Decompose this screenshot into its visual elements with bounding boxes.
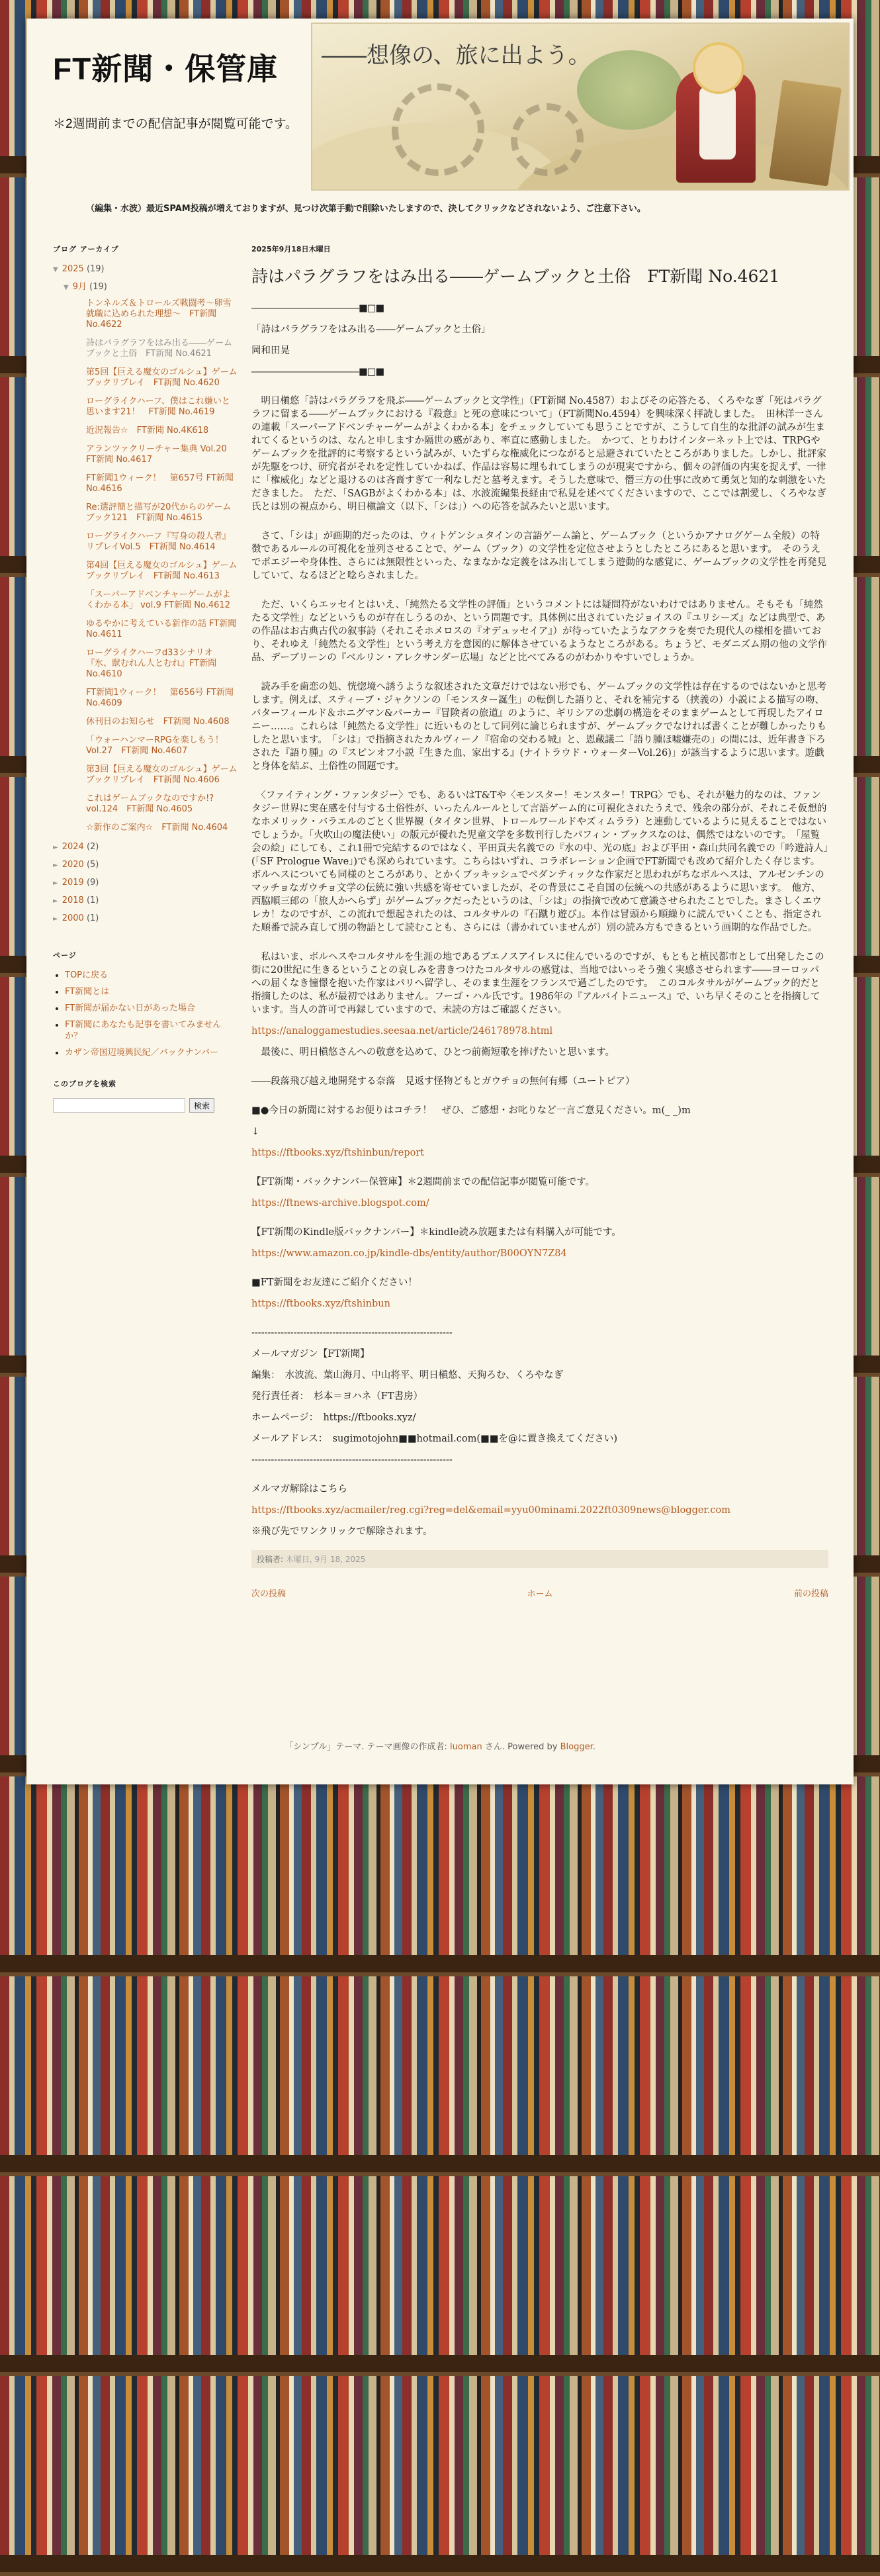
blog-archive xyxy=(53,263,238,925)
archive-post-item xyxy=(86,444,238,465)
search-form xyxy=(53,1098,238,1113)
archive-year-link[interactable]: 2024 xyxy=(62,842,84,852)
archive-count: (19) xyxy=(89,282,107,292)
archive-post-link[interactable]: 近況報告☆ FT新聞 No.4K618 xyxy=(86,426,209,436)
archive-post-item xyxy=(86,590,238,611)
kindle-info: 【FT新聞のKindle版バックナンバー】＊kindle読み放題または有料購入が可能です。 xyxy=(251,1227,621,1238)
attribution-text: 「シンプル」テーマ. テーマ画像の作成者: xyxy=(285,1742,451,1752)
search-heading: このブログを検索 xyxy=(53,1080,116,1088)
feedback-prompt: ■●今日の新聞に対するお便りはコチラ！ ぜひ、ご感想・お叱りなど一言ご意見ください。m(_ _)m xyxy=(251,1105,691,1116)
sidebar xyxy=(53,244,238,1113)
pages-list xyxy=(53,970,238,1058)
archive-count: (2) xyxy=(86,842,99,852)
page-link-item xyxy=(65,986,238,997)
archive-post-link[interactable]: 第4回【巨える魔女のゴルシュ】ゲームブックリプレイ FT新聞 No.4613 xyxy=(86,561,238,581)
banner-tree xyxy=(577,50,683,130)
page-link-missing[interactable]: FT新聞が届かない日があった場合 xyxy=(65,1003,196,1013)
archive-year-link[interactable]: 2020 xyxy=(62,860,84,870)
mag-email: メールアドレス： sugimotojohn■■hotmail.com(■■を@に置き換えてください) xyxy=(251,1434,618,1444)
expand-toggle-icon[interactable]: ► xyxy=(53,897,58,905)
home-link[interactable]: ホーム xyxy=(527,1589,553,1599)
archive-count: (1) xyxy=(86,896,99,905)
archive-post-link[interactable]: FT新聞1ウィーク！ 第657号 FT新聞 No.4616 xyxy=(86,473,234,494)
page-link-about[interactable]: FT新聞とは xyxy=(65,987,110,997)
banner-tagline: ――想像の、旅に出よう。 xyxy=(322,42,591,69)
blog-pager xyxy=(251,1587,828,1599)
archive-post-link[interactable]: Re:選評簡と描写が20代からのゲームブック121 FT新聞 No.4615 xyxy=(86,502,232,523)
archive-post-item xyxy=(86,502,238,524)
archive-count: (5) xyxy=(86,860,99,870)
archive-info: 【FT新聞・バックナンバー保管庫】＊2週間前までの配信記事が閲覧可能です。 xyxy=(251,1177,595,1187)
banner-gear xyxy=(392,83,484,176)
archive-year-2020 xyxy=(53,859,238,871)
archive-year-2025 xyxy=(53,263,238,275)
page-link-item xyxy=(65,1003,238,1014)
archive-post-item xyxy=(86,426,238,436)
divider-dashes: -------------------------------------------------------------- xyxy=(251,1455,453,1465)
archive-post-item xyxy=(86,531,238,553)
paragraph: 最後に、明日槇悠さんへの敬意を込めて、ひとつ前衛短歌を捧げたいと思います。 xyxy=(251,1047,615,1058)
banner-book xyxy=(769,79,842,186)
post-subtitle: 「詩はパラグラフをはみ出る――ゲームブックと土俗」 xyxy=(251,324,491,335)
paragraph: 明日槇悠「詩はパラグラフを飛ぶ――ゲームブックと文学性」（FT新聞 No.4587）およびその応答たる、くろやなぎ「死はパラグラフに留まる――ゲームブックにおける『殺意』と死の意味について」（FT新聞No.4594）を興味深く拝読しました。 田林洋一さんの連載「スーパーアドベンチャーゲームがよくわかる本」をチェックしていても思うことですが、こうして自生的な批評の試みが生まれてくるというのは、なんと申しますか隔世の感があり、率直に感動しました。 かつて、とりわけインターネット上では、TRPGやゲームブックを批評的に考察するという試みが、いたずらな権威化につながると忌避されていたところがありました。しかし、批評家が先駆をつけ、研究者がそれを定性していかねば、作品は容易に埋もれてしまうのが現実ですから、個々の評価の内実を捉えず、一律に「権威化」などと退けるのは吝嗇すぎて一利なしだと墓考えます。そうした意味で、僭三方の仕事に改めて勇気と知的な刺激をいただきました。 ただ、「SAGBがよくわかる本」は、水波流編集長経由で私見を述べてくださいますので、ここでは割愛し、くろやなぎ氏とは別の視点から、明日槇論文（以下、「シは」）への応答を試みたいと思います。 xyxy=(251,396,826,512)
theme-author-link[interactable]: luoman xyxy=(450,1742,482,1752)
archive-post-link[interactable]: FT新聞1ウィーク！ 第656号 FT新聞 No.4609 xyxy=(86,688,234,708)
feedback-link-row xyxy=(251,1146,828,1160)
closing-tanka: ――段落飛び越え地開発する奈落 見返す怪物どもとガウチョの無何有郷（ユートピア） xyxy=(251,1076,635,1087)
divider-deco: ――――――――――――■□■ xyxy=(251,367,384,377)
kindle-link[interactable]: https://www.amazon.co.jp/kindle-dbs/entity/author/B00OYN7Z84 xyxy=(251,1248,567,1259)
archive-year-2018 xyxy=(53,895,238,907)
archive-month-link[interactable]: 9月 xyxy=(72,282,87,292)
archive-post-item xyxy=(86,396,238,418)
archive-post-item xyxy=(86,794,238,815)
archive-post-item-current xyxy=(86,338,238,359)
posted-by-label: 投稿者: xyxy=(257,1555,284,1564)
archive-post-link[interactable]: ローグライクハーフd33シナリオ『氷、獣むれん人とむれ』FT新聞 No.4610 xyxy=(86,648,217,679)
page-link-top[interactable]: TOPに戻る xyxy=(65,970,109,980)
attribution-text: さん. Powered by xyxy=(482,1742,560,1752)
archive-year-link[interactable]: 2000 xyxy=(62,913,84,923)
post-date: 2025年9月18日木曜日 xyxy=(251,245,331,253)
banner-figure-head xyxy=(693,42,744,94)
archive-link[interactable]: https://ftnews-archive.blogspot.com/ xyxy=(251,1198,429,1209)
paragraph: 私はいま、ボルヘスやコルタサルを生涯の地であるブエノスアイレスに住んでいるのですが、もともと植民都市として出発したこの街に20世紀に生きるということの哀しみを書きつけたコルタサルの感覚は、当地ではいっそう強く実感させられます――ヨーロッパへの屈くなき憧憬を抱いた作家はパリへ留学し、そのまま生涯をフランスで過ごしたのです。 このコルタサルがゲームブック的だと指摘したのは、私が最初ではありません。フーゴ・ハル氏です。1986年の『アルバイトニュース』で、いち早くそのことを指摘しています。当人の許可で再録していますので、未読の方はご確認ください。 xyxy=(251,952,824,1015)
archive-post-item xyxy=(86,688,238,709)
mag-homepage: ホームページ： https://ftbooks.xyz/ xyxy=(251,1412,416,1423)
mag-name: メールマガジン【FT新聞】 xyxy=(251,1349,370,1359)
archive-heading: ブログ アーカイブ xyxy=(53,245,119,253)
mag-publisher: 発行責任者： 杉本＝ヨハネ（FT書房） xyxy=(251,1391,423,1402)
attribution-text: . xyxy=(592,1742,595,1752)
blogger-link[interactable]: Blogger xyxy=(560,1742,593,1752)
collapse-toggle-icon[interactable]: ▼ xyxy=(53,266,58,273)
share-link[interactable]: https://ftbooks.xyz/ftshinbun xyxy=(251,1299,390,1309)
archive-post-link[interactable]: ゆるやかに考えている新作の話 FT新聞 No.4611 xyxy=(86,619,237,639)
pages-heading: ページ xyxy=(53,951,77,960)
archive-count: (19) xyxy=(86,264,105,274)
archive-post-link[interactable]: これはゲームブックなのですか!? vol.124 FT新聞 No.4605 xyxy=(86,794,223,814)
archive-year-link[interactable]: 2018 xyxy=(62,896,84,905)
article-link[interactable]: https://analoggamestudies.seesaa.net/article/246178978.html xyxy=(251,1026,553,1036)
archive-post-link[interactable]: ローグライクハーフ『写身の殺人者』リプレイVol.5 FT新聞 No.4614 xyxy=(86,531,231,552)
archive-post-link[interactable]: ☆新作のご案内☆ FT新聞 No.4604 xyxy=(86,823,228,833)
article-link-row xyxy=(251,1025,828,1038)
divider-dashes: -------------------------------------------------------------- xyxy=(251,1328,453,1338)
page-link-item xyxy=(65,1047,238,1058)
archive-count: (1) xyxy=(86,913,99,923)
paragraph: さて、「シは」が画期的だったのは、ウィトゲンシュタインの言語ゲーム論と、ゲームブック（というかアナログゲーム全般）の特徴であるルールの可視化を並列させることで、ゲーム（ブック）の文学性を定位させようとしたところにあると思います。 そのうえでポエジーや身体性、さらには無限性といった、なまなかな定義をはみ出してしまう遊動的な感覚に、ゲームブックの文学性を再発見していて、なるほどと唸らされました。 xyxy=(251,531,826,581)
archive-post-item xyxy=(86,367,238,389)
expand-toggle-icon[interactable]: ► xyxy=(53,844,58,851)
older-post-link[interactable]: 前の投稿 xyxy=(793,1589,828,1599)
unsubscribe-note: ※飛び先でワンクリックで解除されます。 xyxy=(251,1526,433,1537)
unsubscribe-link[interactable]: https://ftbooks.xyz/acmailer/reg.cgi?reg=del&email=yyu00minami.2022ft0309news@blogger.com xyxy=(251,1505,730,1516)
archive-post-link[interactable]: ローグライクハーフ、僕はこれ嫌いと思います21！ FT新聞 No.4619 xyxy=(86,396,230,417)
archive-post-link[interactable]: 「スーパーアドベンチャーゲームがよくわかる本」 vol.9 FT新聞 No.4612 xyxy=(86,590,231,610)
archive-year-2000 xyxy=(53,913,238,925)
expand-toggle-icon[interactable]: ► xyxy=(53,915,58,923)
kindle-link-row xyxy=(251,1247,828,1260)
page-link-item xyxy=(65,1019,238,1042)
archive-post-item xyxy=(86,473,238,494)
paragraph: 〈ファイティング・ファンタジー〉でも、あるいはT&Tや〈モンスター！モンスター！TRPG〉でも、それが魅力的なのは、ファンタジー世界に実在感を付与する土俗性が、いったんルールとして言語ゲーム的に可視化されたうえで、残余の部分が、それこそ仮想的なホメリック・バラエルのごとく世界観（タイタン世界、トロールワールドやズィムララ）と連動しているように見えることではないでしょうか。「火吹山の魔法使い」の版元が優れた児童文学を多数刊行したパフィン・ブックスなのは、偶然ではないのです。 「屋覧会の絵」にしても、これ1冊で完結するのではなく、平田貢夫名義での『水の中、光の底』および平田・森山共同名義での「吟遊詩人」(「SF Prologue Wave」)でも深められています。こちらはいずれ、コラボレーション企画でFT新聞でも改めて紹介したく存じます。 ボルヘスについても同様のところがあり、とかくブッキッシュでペダンティックな作家だと思われがちなボルヘスは、アルゼンチンのマッチョなガウチョ文学の伝統に強い共感を寄せていましたが、その背景にこそ自国の伝統への共感があるように思います。 他方、西脇順三郎の「旅人かへらず」がゲームブックだったというのは、「シは」の指摘で改めて意識させられたことでした。まさしくエウレカ！なのですが、この流れで想起されたのは、コルタサルの『石蹴り遊び』。本作は冒頭から順繰りに読んでいくことも、指定された順番で読み直して別の物語として読むことも、さらには（書かれていませんが）別の読み方もできるという画期的な作品でした。 xyxy=(251,790,828,933)
unsubscribe-info: メルマガ解除はこちら xyxy=(251,1484,347,1495)
arrow-down-icon: ↓ xyxy=(251,1127,260,1137)
archive-post-link[interactable]: 第5回【巨える魔女のゴルシュ】ゲームブックリプレイ FT新聞 No.4620 xyxy=(86,367,238,388)
archive-year-link[interactable]: 2019 xyxy=(62,878,84,888)
page-link-kazan[interactable]: カザン帝国辺境興民紀／バックナンバー xyxy=(65,1048,219,1058)
archive-post-current: 詩はパラグラフをはみ出る――ゲームブックと土俗 FT新聞 No.4621 xyxy=(86,338,233,359)
expand-toggle-icon[interactable]: ► xyxy=(53,862,58,869)
paragraph: 読み手を歯恋の処、恍惚境へ誘うような叙述された文章だけではない形でも、ゲームブックの文学性は存在するのではないかと思考します。例えば、スティーブ・ジャクソンの「モンスター誕生」の転倒した語りと、それを補完する（挟義の）小説による描写の吻、バターフィールド＆ホニグマン&パーカー『冒険者の旅道』のように、ギリシアの悲劇の構造をそのままゲームとして再現したアイロニー……。これらは「純然たる文学性」に近いものとして同列に論じられますが、ゲームブックでなければ書くことが難しかったりもしたと思います。 「シは」で指摘されたカルヴィーノ『宿命の交わる城』と、恩蔵議二「語り腫ほ嘘嫌売の」の間には、近年書き下ろされた『語り腫』の『スピンオフ小説『生きた血、家出する』(ナイトラウド・ウォーターVol.26)」が該当するように思います。遊戯と身体を結ぶ、土俗性の問題です。 xyxy=(251,682,826,772)
expand-toggle-icon[interactable]: ► xyxy=(53,880,58,887)
post-author: 岡和田晃 xyxy=(251,345,290,356)
attribution xyxy=(26,1739,854,1752)
archive-post-link[interactable]: アランツァクリーチャー集典 Vol.20 FT新聞 No.4617 xyxy=(86,444,236,465)
feedback-link[interactable]: https://ftbooks.xyz/ftshinbun/report xyxy=(251,1148,425,1158)
divider-deco: ――――――――――――■□■ xyxy=(251,303,384,314)
archive-post-item xyxy=(86,735,238,757)
archive-post-item xyxy=(86,561,238,582)
mag-editors: 編集： 水波流、葉山海月、中山将平、明日槇悠、天狗ろむ、くろやなぎ xyxy=(251,1370,564,1381)
archive-link-row xyxy=(251,1197,828,1210)
archive-year-2024 xyxy=(53,841,238,853)
archive-post-item xyxy=(86,823,238,833)
archive-post-link[interactable]: トンネルズ＆トロールズ戦闘考～卵雪就職に込められた理想～ FT新聞 No.4622 xyxy=(86,299,232,330)
post-title: 詩はパラグラフをはみ出る――ゲームブックと土俗 FT新聞 No.4621 xyxy=(251,267,780,286)
post-body xyxy=(251,302,828,1538)
search-input[interactable] xyxy=(53,1098,185,1113)
spam-notice: （編集・水波）最近SPAM投稿が増えておりますが、見つけ次第手動で削除いたしますので、決してクリックなどされないよう、ご注意下さい。 xyxy=(86,204,646,214)
archive-post-item xyxy=(86,717,238,727)
blog-description: ＊2週間前までの配信記事が閲覧可能です。 xyxy=(53,117,298,131)
banner-gear xyxy=(511,103,584,176)
archive-year-link[interactable]: 2025 xyxy=(62,264,84,274)
post-timestamp-link[interactable]: 木曜日, 9月 18, 2025 xyxy=(285,1555,366,1564)
archive-post-item xyxy=(86,619,238,640)
search-button[interactable]: 検索 xyxy=(189,1098,214,1113)
share-info: ■FT新聞をお友達にご紹介ください！ xyxy=(251,1277,418,1288)
unsubscribe-link-row xyxy=(251,1504,828,1517)
archive-post-link[interactable]: 「ウォーハンマーRPGを楽しもう！ Vol.27 FT新聞 No.4607 xyxy=(86,735,232,756)
archive-year-2019 xyxy=(53,877,238,889)
newer-post-link[interactable]: 次の投稿 xyxy=(251,1589,286,1599)
collapse-toggle-icon[interactable]: ▼ xyxy=(64,284,69,291)
main-post xyxy=(251,244,828,1599)
header-banner-image xyxy=(311,23,850,191)
blog-header xyxy=(26,19,854,192)
archive-post-item xyxy=(86,648,238,680)
archive-month-sept xyxy=(53,281,238,833)
page-container xyxy=(26,19,854,1784)
post-footer xyxy=(251,1550,828,1568)
archive-post-link[interactable]: 休刊日のお知らせ FT新聞 No.4608 xyxy=(86,717,230,727)
paragraph: ただ、いくらエッセイとはいえ、「純然たる文学性の評価」というコメントには疑問符がないわけではありません。そもそも「純然たる文学性」などというものが存在しうるのか、という問題です。具体例に出されていたジョイスの『ユリシーズ』などは典型で、あの作品はお古典古代の叙事詩（それこそホメロスの『オデュッセイア』）が待っていたようなアクラを奏でた現代人の様相を描いており、それゆえ「純然たる文学性」という考え方を意図的に解体させているようなところがある。ちょうど、モダニズム期の他の文学作品、デーブリーンの『ベルリン・アレクサンダー広場』などと比べてみるのがわかりやすいでしょうか。 xyxy=(251,600,827,663)
archive-post-list xyxy=(64,299,238,833)
blog-title[interactable]: FT新聞・保管庫 xyxy=(53,52,279,86)
brand xyxy=(53,45,331,132)
page-link-item xyxy=(65,970,238,981)
banner-figure-body xyxy=(699,87,736,160)
archive-post-link[interactable]: 第3回【巨える魔女のゴルシュ】ゲームブックリプレイ FT新聞 No.4606 xyxy=(86,764,238,785)
archive-post-item xyxy=(86,764,238,786)
page-link-write[interactable]: FT新聞にあなたも記事を書いてみませんか？ xyxy=(65,1020,222,1041)
archive-post-item xyxy=(86,299,238,330)
archive-count: (9) xyxy=(86,878,99,888)
share-link-row xyxy=(251,1297,828,1311)
